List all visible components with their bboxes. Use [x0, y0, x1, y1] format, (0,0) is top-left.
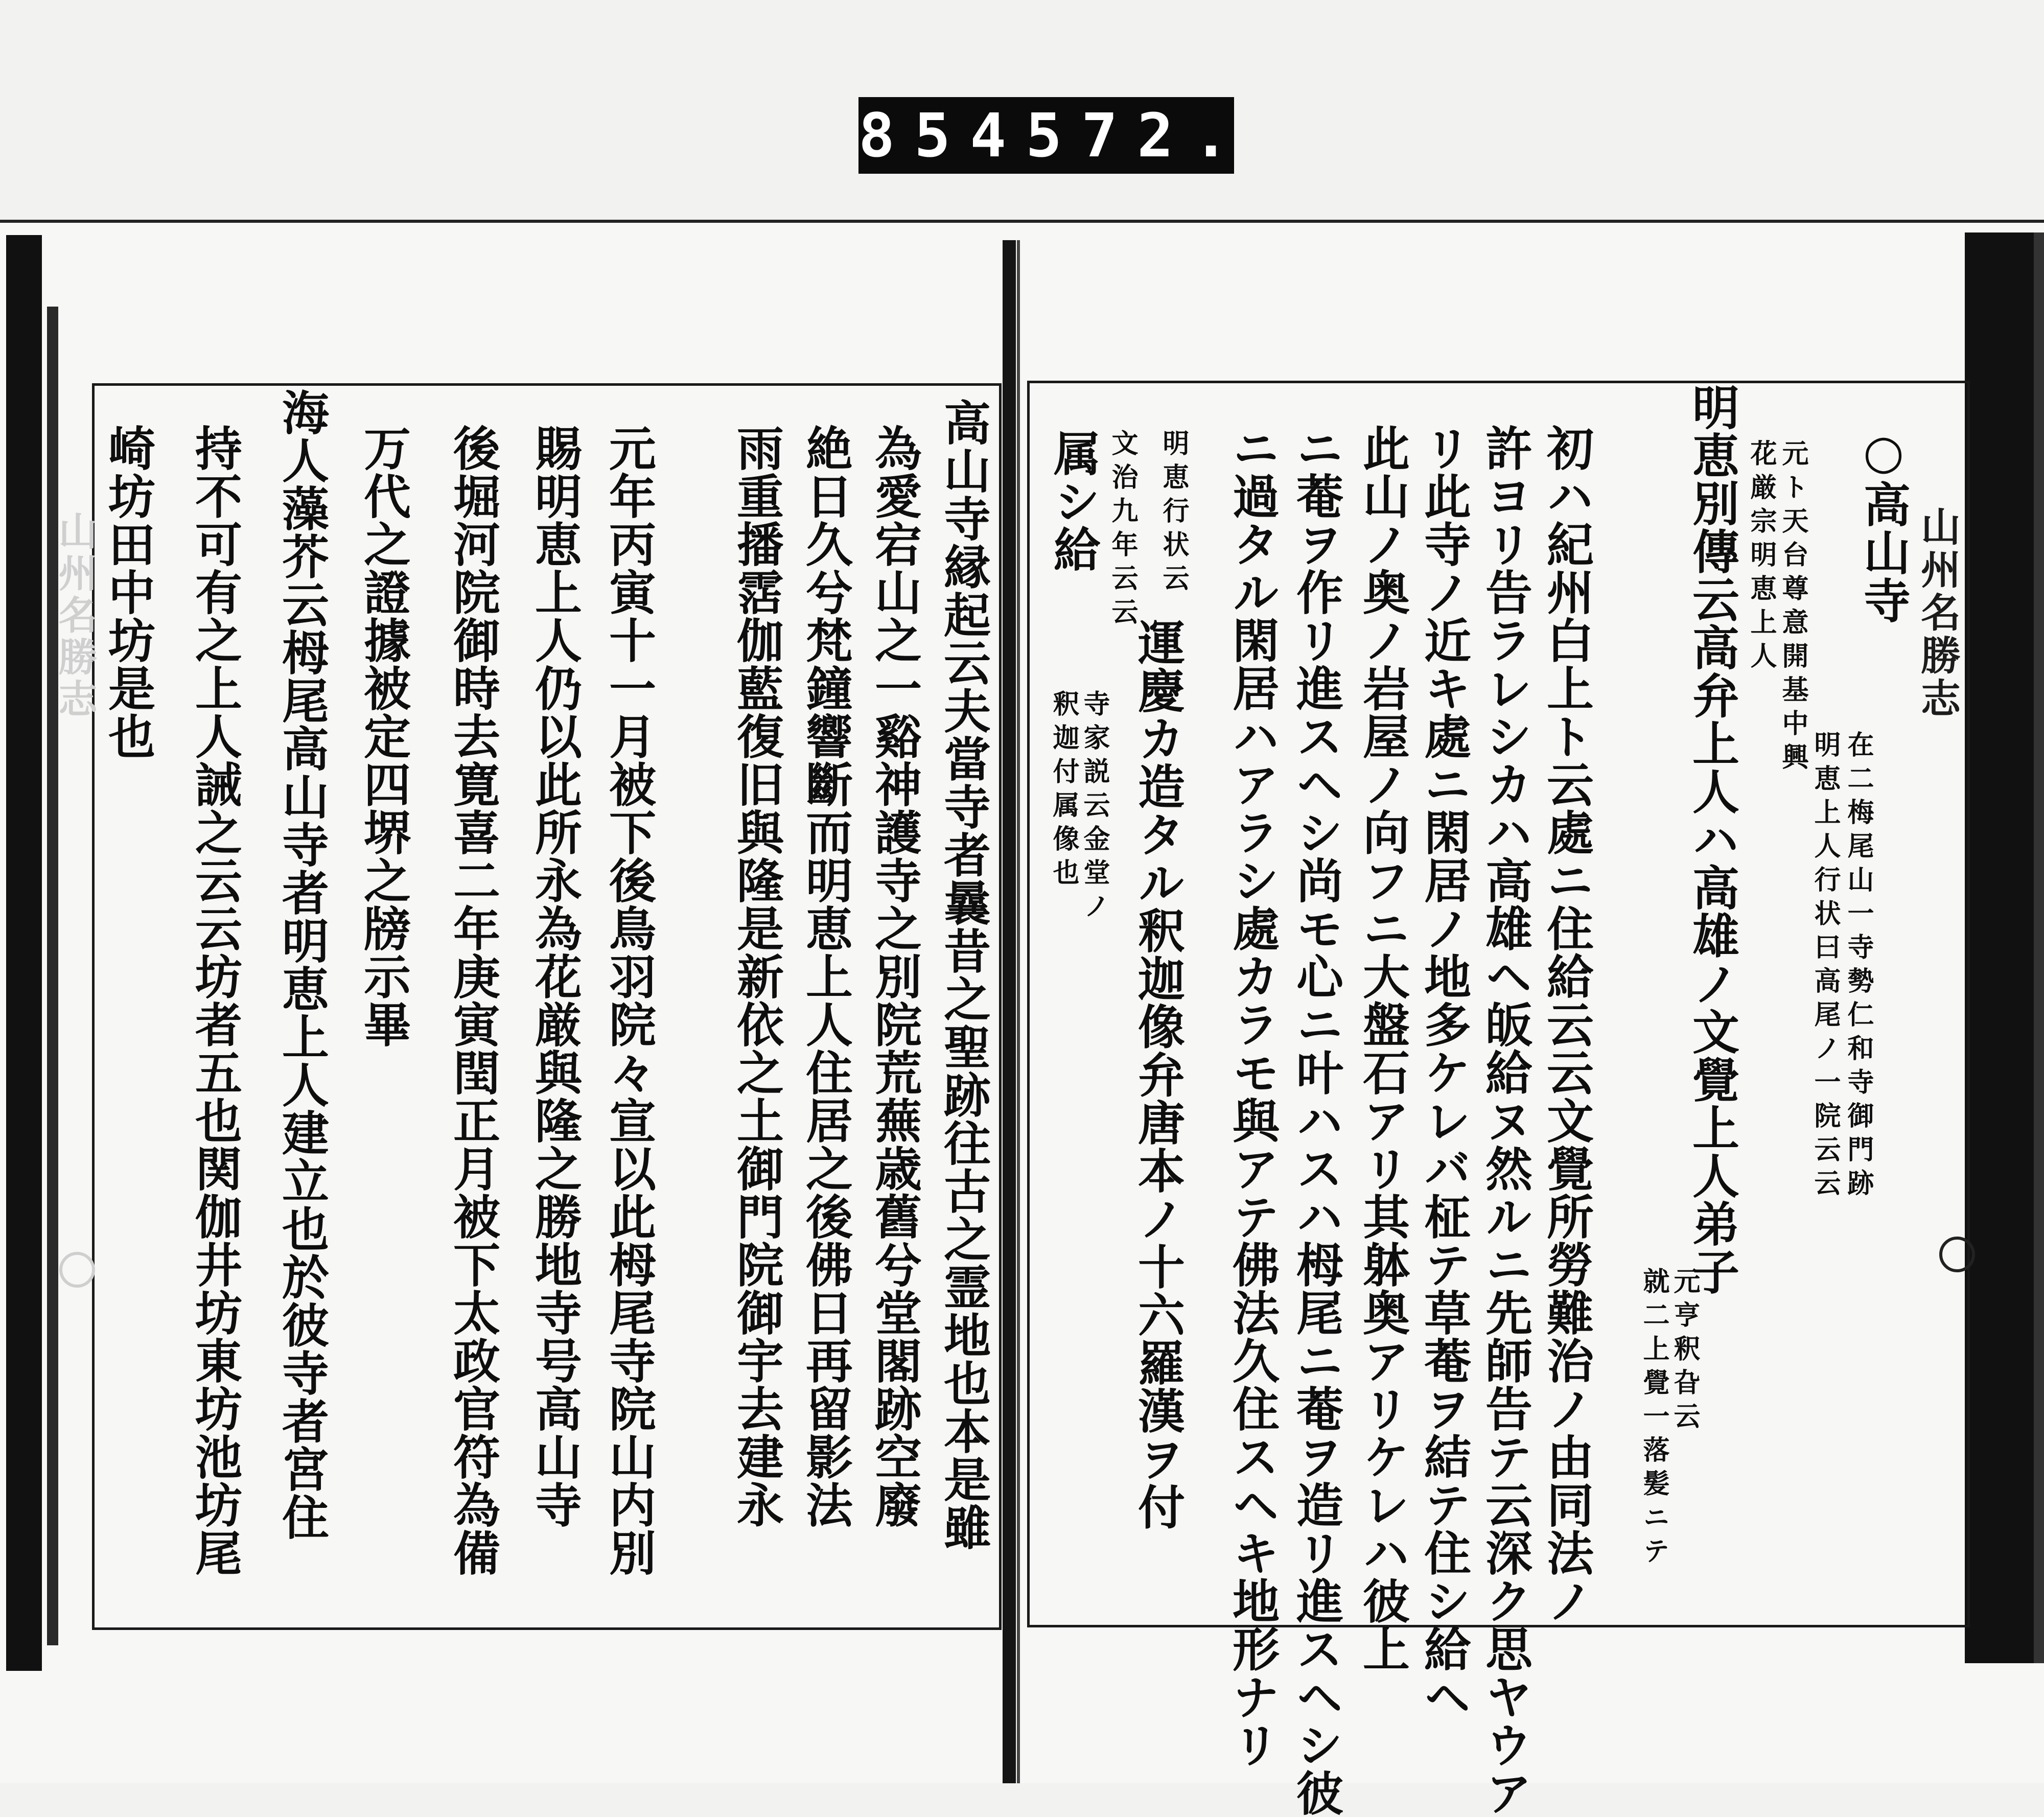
text-column: 崎坊田中坊是也 — [101, 424, 156, 760]
text-column-annotation: 明恵上人行状曰高尾ノ一院云云 — [1809, 731, 1841, 1203]
text-column-annotation: 元亨釈旮云 — [1669, 1267, 1700, 1436]
catalog-number-right: 572. — [1026, 100, 1249, 171]
text-column: 雨重播霑伽藍復旧與隆是新依之土御門院御宇去建永 — [729, 424, 784, 1529]
text-column-annotation: 文治九年云云 — [1107, 429, 1138, 632]
text-column: 為愛宕山之一谿神護寺之別院荒蕪歳舊兮堂閣跡空廢 — [867, 424, 922, 1529]
text-column: 属シ給 — [1046, 429, 1101, 573]
text-column: リ此寺ノ近キ處ニ閑居ノ地多ケレバ柾テ草菴ヲ結テ住シ給ヘ — [1416, 424, 1472, 1721]
text-column-annotation: 在二梅尾山一寺勢仁和寺御門跡 — [1843, 731, 1874, 1203]
text-column: 賜明恵上人仍以此所永為花厳與隆之勝地寺号高山寺 — [527, 424, 583, 1529]
text-column: 初ハ紀州白上ト云處ニ住給云云文覺所勞難治ノ由同法ノ — [1539, 424, 1594, 1625]
left-page-edge-inner — [47, 307, 58, 1645]
text-column: 後堀河院御時去寛喜二年庚寅閏正月被下太政官符為備 — [446, 424, 501, 1577]
left-margin-title: 山州名勝志 — [52, 511, 98, 720]
text-column-annotation: 明恵行状云 — [1158, 429, 1189, 598]
text-column: 運慶カ造タル釈迦像弁唐本ノ十六羅漢ヲ付 — [1130, 618, 1186, 1531]
text-column-annotation: 寺家説云金堂ノ — [1079, 690, 1110, 926]
text-column: 此山ノ奥ノ岩屋ノ向フニ大盤石アリ其躰奥アリケレハ彼上 — [1355, 424, 1410, 1673]
text-column: 絶日久兮梵鐘響斷而明恵上人住居之後佛日再留影法 — [798, 424, 853, 1529]
right-margin-circle-mark — [1939, 1237, 1975, 1272]
text-column: ニ過タル閑居ハアラシ處カラモ與アテ佛法久住スヘキ地形ナリ — [1225, 424, 1280, 1769]
running-header: 山州名勝志 — [1914, 506, 1961, 720]
text-column: 海人藻芥云栂尾高山寺者明恵上人建立也於彼寺者宮住 — [274, 388, 330, 1541]
text-column: 持不可有之上人誡之云云坊者五也関伽井坊東坊池坊尾 — [188, 424, 243, 1577]
text-column-annotation: 花厳宗明恵上人 — [1746, 439, 1777, 675]
book-top-edge — [0, 220, 2044, 223]
text-column: 万代之證據被定四堺之牓示畢 — [356, 424, 411, 1049]
text-column: 許ヨリ告ラレシカハ高雄ヘ皈給ヌ然ルニ先師告テ云深ク思ヤウア — [1478, 424, 1533, 1817]
text-column: ニ菴ヲ作リ進スヘシ尚モ心ニ叶ハスハ栂尾ニ菴ヲ造リ進スヘシ彼 — [1289, 424, 1344, 1817]
book-spine-edge — [1017, 240, 1020, 1783]
text-column-annotation: 元ト天台尊意開基中興 — [1777, 439, 1808, 777]
catalog-number-label — [858, 97, 1249, 174]
text-column: 高山寺縁起云夫當寺者曩昔之聖跡往古之霊地也本是雖 — [936, 399, 991, 1551]
right-page-edge — [1965, 232, 2034, 1663]
text-column: 元年丙寅十一月被下後鳥羽院々宣以此栂尾寺院山内別 — [601, 424, 657, 1577]
text-column: ○高山寺 — [1856, 424, 1911, 624]
left-margin-circle-mark — [59, 1252, 95, 1288]
book-spine — [1003, 240, 1016, 1783]
catalog-number-left: 854 — [858, 100, 1026, 171]
text-column-annotation: 就二上覺一落髪ニテ — [1638, 1267, 1669, 1571]
left-page-edge — [6, 235, 42, 1671]
text-column: 明恵別傳云高弁上人ハ高雄ノ文覺上人弟子 — [1685, 383, 1740, 1296]
right-page-edge-outer — [2034, 232, 2044, 1663]
text-column-annotation: 釈迦付属像也 — [1048, 690, 1079, 892]
